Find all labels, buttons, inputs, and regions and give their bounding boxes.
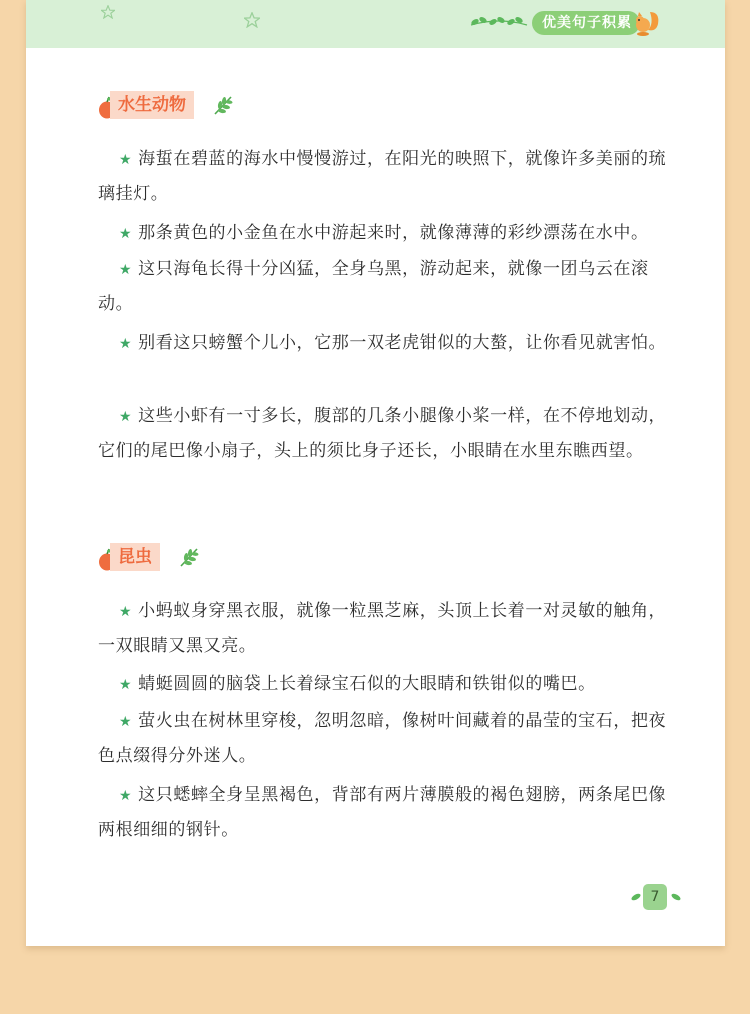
paragraph-text: 那条黄色的小金鱼在水中游起来时，就像薄薄的彩纱漂荡在水中。 (138, 223, 649, 243)
paragraph (98, 704, 683, 773)
star-bullet-icon: ★ (119, 677, 133, 693)
paragraph (98, 667, 683, 702)
paragraph-text: 这只海龟长得十分凶猛，全身乌黑，游动起来，就像一团乌云在滚动。 (98, 259, 649, 314)
paragraph-text: 小蚂蚁身穿黑衣服，就像一粒黑芝麻，头顶上长着一对灵敏的触角，一双眼睛又黑又亮。 (98, 601, 667, 656)
star-bullet-icon: ★ (119, 152, 133, 168)
squirrel-icon (634, 8, 660, 38)
section-title: 昆虫 (110, 543, 160, 571)
page-number: 7 (643, 884, 667, 910)
book-page (26, 0, 725, 946)
star-bullet-icon: ★ (119, 409, 133, 425)
leaf-icon (670, 891, 682, 903)
star-bullet-icon: ★ (119, 714, 133, 730)
paragraph-text: 萤火虫在树林里穿梭，忽明忽暗，像树叶间藏着的晶莹的宝石，把夜色点缀得分外迷人。 (98, 711, 667, 766)
star-bullet-icon: ★ (119, 604, 133, 620)
star-icon (244, 12, 260, 28)
paragraph (98, 326, 683, 361)
header-wave (26, 34, 725, 50)
paragraph (98, 399, 683, 468)
sprout-decoration-icon (469, 13, 529, 29)
star-bullet-icon: ★ (119, 336, 133, 352)
paragraph (98, 778, 683, 847)
paragraph (98, 594, 683, 663)
paragraph-text: 这只蟋蟀全身呈黑褐色，背部有两片薄膜般的褐色翅膀，两条尾巴像两根细细的钢针。 (98, 785, 667, 840)
paragraph (98, 216, 683, 251)
star-bullet-icon: ★ (119, 788, 133, 804)
paragraph-text: 蜻蜓圆圆的脑袋上长着绿宝石似的大眼睛和铁钳似的嘴巴。 (138, 674, 596, 694)
paragraph (98, 142, 683, 211)
leaf-icon (630, 891, 642, 903)
paragraph-text: 这些小虾有一寸多长，腹部的几条小腿像小桨一样，在不停地划动，它们的尾巴像小扇子，头上的须比身子还长，小眼睛在水里东瞧西望。 (98, 406, 667, 461)
paragraph-text: 海蜇在碧蓝的海水中慢慢游过，在阳光的映照下，就像许多美丽的琉璃挂灯。 (98, 149, 667, 204)
paragraph (98, 252, 683, 321)
page-number-badge (630, 883, 682, 911)
star-bullet-icon: ★ (119, 226, 133, 242)
star-bullet-icon: ★ (119, 262, 133, 278)
paragraph-text: 别看这只螃蟹个儿小，它那一双老虎钳似的大螯，让你看见就害怕。 (138, 333, 667, 353)
header-tag: 优美句子积累 (532, 11, 640, 35)
section-title: 水生动物 (110, 91, 194, 119)
leaf-icon (212, 93, 234, 117)
leaf-icon (178, 545, 200, 569)
star-icon (101, 5, 115, 19)
